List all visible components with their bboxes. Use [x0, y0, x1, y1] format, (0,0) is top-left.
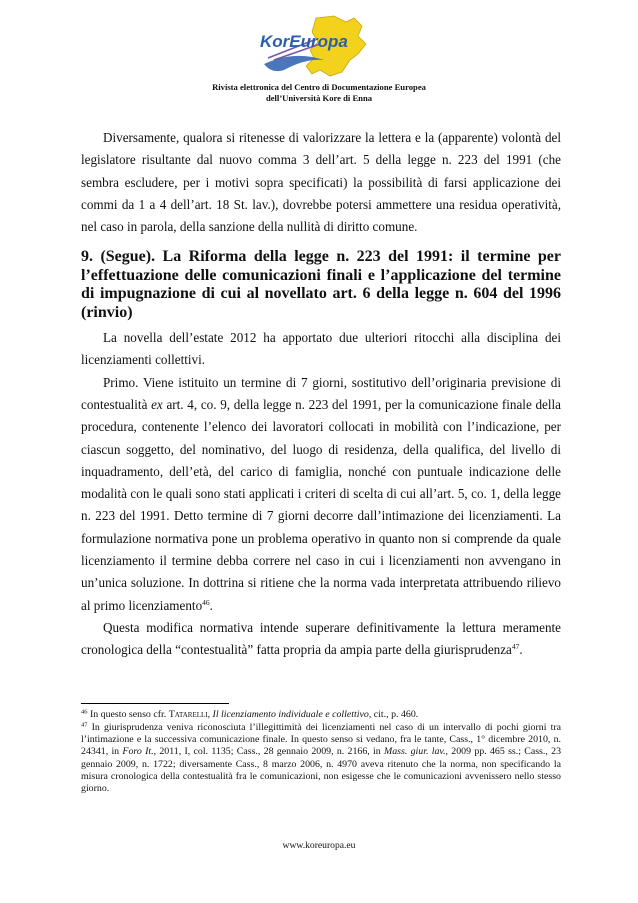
logo-graphic [254, 14, 372, 80]
logo-wordmark: KorEuropa [260, 32, 348, 51]
footnote-47-text-b: , 2011, I, col. 1135; Cass., 28 gennaio 2009, n. 2166, in [153, 746, 385, 758]
footnote-separator [81, 703, 229, 704]
footnote-47-journal-2: Mass. giur. lav. [384, 746, 446, 758]
paragraph-3-text-a: Primo. Viene istituito un termine di 7 giorni, sostitutivo dell’originaria previsione di contestualità [81, 374, 561, 412]
paragraph-2: La novella dell’estate 2012 ha apportato due ulteriori ritocchi alla disciplina dei licenziamenti collettivi. [81, 330, 561, 368]
paragraph-4 [81, 617, 561, 662]
footnote-46-sep: , [207, 709, 213, 720]
paragraph-4-text: Questa modifica normativa intende superare definitivamente la lettura meramente cronologica della “contestualità” fatta propria da ampia parte della giurisprudenza [81, 619, 561, 658]
footnote-ref-46[interactable]: 46 [202, 597, 210, 607]
footnote-ref-47[interactable]: 47 [511, 642, 520, 652]
paragraph-3 [81, 372, 561, 617]
footnote-47 [81, 722, 561, 795]
footnote-46-title: Il licenziamento individuale e collettivo [212, 709, 369, 720]
header-line-2: dell’Università Kore di Enna [265, 93, 373, 103]
footnote-46-text-b: , cit., p. 460. [368, 709, 419, 720]
footnote-46-number: 46 [81, 708, 88, 716]
footnote-46 [81, 709, 561, 721]
footnote-47-number: 47 [81, 721, 88, 729]
journal-header [150, 82, 488, 104]
footnote-46-text-a: In questo senso cfr. [87, 709, 169, 720]
paragraph-4-end: . [519, 642, 523, 658]
paragraph-1: Diversamente, qualora si ritenesse di valorizzare la lettera e la (apparente) volontà del legislatore risultante dal nuovo comma 3 dell’art. 5 della legge n. 223 del 1991 (che sembra escludere, per i motivi sopra specificati) la possibilità di farsi applicazione dei commi da 1 a 4 dell’art. 18 St. lav.), dovrebbe potersi ammettere una residua operatività, nel caso in parola, della sanzione della nullità di diritto comune. [81, 130, 561, 235]
latin-ex: ex [151, 397, 163, 412]
paragraph-3-text-b: art. 4, co. 9, della legge n. 223 del 1991, per la comunicazione finale della procedura, contenente l’elenco dei lavoratori collocati in mobilità con l’indicazione, per ciascun soggetto, del nominativo, del luogo di residenza, della qualifica, del livello di inquadramento, dell’età, del carico di famiglia, nonché con puntuale indicazione delle modalità con le quali sono stati applicati i criteri di scelta di cui all’art. 5, co. 1, della legge n. 223 del 1991. Detto termine di 7 giorni decorre dall’intimazione dei licenziamenti. La formulazione normativa pone un problema operativo in quanto non si comprende da quale licenziamento il termine debba correre nel caso in cui i licenziamenti non avvengano in un’unica soluzione. In dottrina si ritiene che la norma vada interpretata attribuendo rilievo al primo licenziamento [81, 397, 561, 613]
koreuropa-logo [254, 14, 372, 80]
footnote-46-author: Tatarelli [168, 709, 208, 720]
header-line-1: Rivista elettronica del Centro di Documentazione Europea [212, 82, 426, 92]
section-heading: 9. (Segue). La Riforma della legge n. 223 del 1991: il termine per l’effettuazione delle comunicazioni finali e l’applicazione del termine di impugnazione di cui al novellato art. 6 della legge n. 604 del 1996 (rinvio) [81, 248, 561, 321]
paragraph-3-end: . [209, 597, 213, 613]
footnote-47-text-a: In giurisprudenza veniva riconosciuta l’illegittimità dei licenziamenti nel caso di un intervallo di pochi giorni tra l’intimazione e la successiva comunicazione finale. In questo senso si vedano, fra le tante, Cass., 1° dicembre 2010, n. 24341, in [81, 722, 561, 758]
footnote-47-text-c: , 2009 pp. 465 ss.; Cass., 23 gennaio 2009, n. 1722; diversamente Cass., 8 marzo 2006, n. 4970 aveva ritenuto che la norma, non specificando la misura cronologica della contestualità fra le comunicazioni, non esigesse che le comunicazioni avvenissero nello stesso giorno. [81, 746, 562, 795]
footnote-47-journal-1: Foro It. [122, 746, 154, 758]
footer-url[interactable]: www.koreuropa.eu [282, 840, 356, 851]
article-body [81, 127, 561, 662]
